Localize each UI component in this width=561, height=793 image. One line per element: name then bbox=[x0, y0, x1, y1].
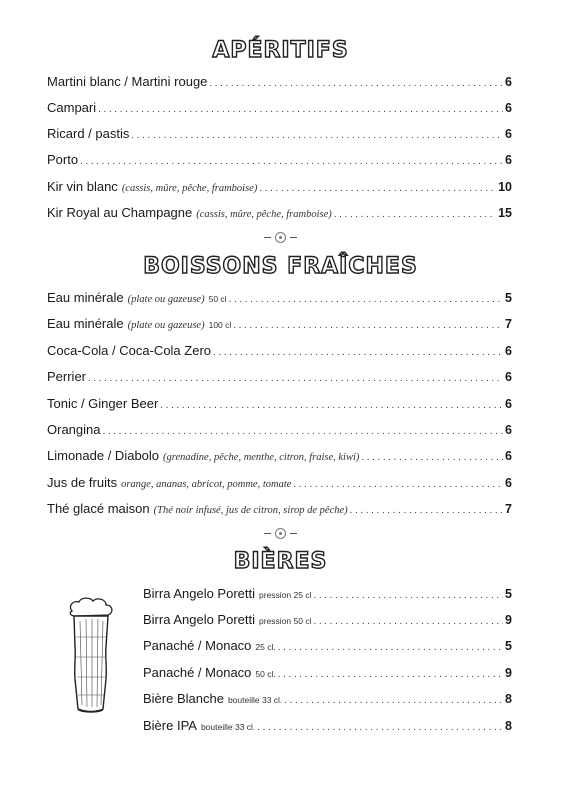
item-price: 5 bbox=[505, 587, 512, 601]
item-price: 10 bbox=[498, 180, 512, 194]
item-name: Porto bbox=[47, 152, 79, 167]
item-name: Birra Angelo Poretti bbox=[143, 612, 256, 627]
leader-dots bbox=[293, 477, 503, 493]
item-price: 9 bbox=[505, 613, 512, 627]
item-price: 8 bbox=[505, 719, 512, 733]
menu-item bbox=[47, 422, 512, 440]
menu-item bbox=[47, 343, 512, 361]
item-volume: pression 50 cl bbox=[259, 616, 312, 626]
item-name: Orangina bbox=[47, 422, 101, 437]
item-price: 6 bbox=[505, 449, 512, 463]
item-volume: 100 cl bbox=[208, 320, 232, 330]
leader-dots bbox=[257, 720, 503, 736]
item-price: 6 bbox=[505, 101, 512, 115]
item-price: 6 bbox=[505, 397, 512, 411]
item-name: Eau minérale bbox=[47, 290, 124, 305]
item-name: Bière Blanche bbox=[143, 691, 224, 706]
leader-dots bbox=[278, 667, 503, 683]
item-name: Jus de fruits bbox=[47, 475, 118, 490]
menu-item bbox=[47, 74, 512, 92]
menu-item bbox=[143, 612, 512, 630]
menu-item bbox=[143, 586, 512, 604]
leader-dots bbox=[313, 614, 503, 630]
item-price: 6 bbox=[505, 423, 512, 437]
item-price: 6 bbox=[505, 344, 512, 358]
item-volume: 50 cl. bbox=[255, 669, 276, 679]
leader-dots bbox=[131, 128, 503, 144]
item-price: 15 bbox=[498, 206, 512, 220]
item-name: Panaché / Monaco bbox=[143, 638, 252, 653]
menu-item bbox=[143, 691, 512, 709]
item-price: 6 bbox=[505, 75, 512, 89]
menu-item bbox=[143, 638, 512, 656]
item-price: 9 bbox=[505, 666, 512, 680]
menu-item bbox=[47, 396, 512, 414]
item-price: 6 bbox=[505, 370, 512, 384]
item-price: 6 bbox=[505, 153, 512, 167]
leader-dots bbox=[313, 588, 503, 604]
item-price: 7 bbox=[505, 502, 512, 516]
item-price: 6 bbox=[505, 127, 512, 141]
item-description: (plate ou gazeuse) bbox=[127, 294, 205, 305]
leader-dots bbox=[160, 398, 503, 414]
item-description: (Thé noir infusé, jus de citron, sirop de pêche) bbox=[153, 505, 348, 516]
item-description: (cassis, mûre, pêche, framboise) bbox=[196, 209, 332, 220]
item-name: Martini blanc / Martini rouge bbox=[47, 74, 208, 89]
menu-item bbox=[47, 290, 512, 308]
leader-dots bbox=[102, 424, 503, 440]
item-name: Coca-Cola / Coca-Cola Zero bbox=[47, 343, 212, 358]
item-volume: bouteille 33 cl. bbox=[227, 695, 283, 705]
item-volume: 50 cl bbox=[208, 294, 227, 304]
item-name: Limonade / Diabolo bbox=[47, 448, 160, 463]
item-description: (cassis, mûre, pêche, framboise) bbox=[121, 183, 258, 194]
item-name: Thé glacé maison bbox=[47, 501, 150, 516]
item-price: 7 bbox=[505, 317, 512, 331]
item-name: Birra Angelo Poretti bbox=[143, 586, 256, 601]
item-name: Kir vin blanc bbox=[47, 179, 118, 194]
item-price: 5 bbox=[505, 291, 512, 305]
leader-dots bbox=[361, 450, 503, 466]
leader-dots bbox=[80, 154, 503, 170]
item-name: Perrier bbox=[47, 369, 87, 384]
leader-dots bbox=[209, 76, 503, 92]
item-name: Campari bbox=[47, 100, 97, 115]
menu-item bbox=[47, 448, 512, 466]
menu-item bbox=[47, 179, 512, 197]
menu-item bbox=[143, 665, 512, 683]
menu-item bbox=[47, 152, 512, 170]
leader-dots bbox=[98, 102, 503, 118]
leader-dots bbox=[334, 207, 496, 223]
item-name: Eau minérale bbox=[47, 316, 124, 331]
item-price: 8 bbox=[505, 692, 512, 706]
item-name: Bière IPA bbox=[143, 718, 197, 733]
menu-item bbox=[143, 718, 512, 736]
bieres-title: BIÈRES bbox=[233, 549, 328, 574]
item-description: orange, ananas, abricot, pomme, tomate bbox=[121, 479, 292, 490]
item-volume: pression 25 cl bbox=[259, 590, 312, 600]
leader-dots bbox=[233, 318, 503, 334]
leader-dots bbox=[259, 181, 496, 197]
item-name: Kir Royal au Champagne bbox=[47, 205, 193, 220]
leader-dots bbox=[88, 371, 503, 387]
item-name: Tonic / Ginger Beer bbox=[47, 396, 159, 411]
aperitifs-title: APÉRITIFS bbox=[212, 38, 349, 63]
item-volume: 25 cl. bbox=[255, 642, 276, 652]
item-price: 6 bbox=[505, 476, 512, 490]
item-name: Ricard / pastis bbox=[47, 126, 130, 141]
leader-dots bbox=[229, 292, 503, 308]
leader-dots bbox=[278, 640, 503, 656]
menu-item bbox=[47, 205, 512, 223]
menu-item bbox=[47, 369, 512, 387]
section-divider bbox=[0, 232, 561, 243]
leader-dots bbox=[350, 503, 503, 519]
item-description: (plate ou gazeuse) bbox=[127, 320, 205, 331]
section-divider bbox=[0, 528, 561, 539]
beer-glass-icon bbox=[66, 597, 116, 717]
item-description: (grenadine, pêche, menthe, citron, fraise, kiwi) bbox=[163, 452, 360, 463]
item-volume: bouteille 33 cl. bbox=[200, 722, 256, 732]
menu-item bbox=[47, 100, 512, 118]
menu-item bbox=[47, 126, 512, 144]
flower-ornament-icon bbox=[275, 528, 286, 539]
menu-item bbox=[47, 501, 512, 519]
menu-item bbox=[47, 316, 512, 334]
leader-dots bbox=[284, 693, 503, 709]
menu-item bbox=[47, 475, 512, 493]
leader-dots bbox=[213, 345, 503, 361]
flower-ornament-icon bbox=[275, 232, 286, 243]
item-name: Panaché / Monaco bbox=[143, 665, 252, 680]
boissons-title: BOISSONS FRAÎCHES bbox=[143, 254, 418, 279]
item-price: 5 bbox=[505, 639, 512, 653]
